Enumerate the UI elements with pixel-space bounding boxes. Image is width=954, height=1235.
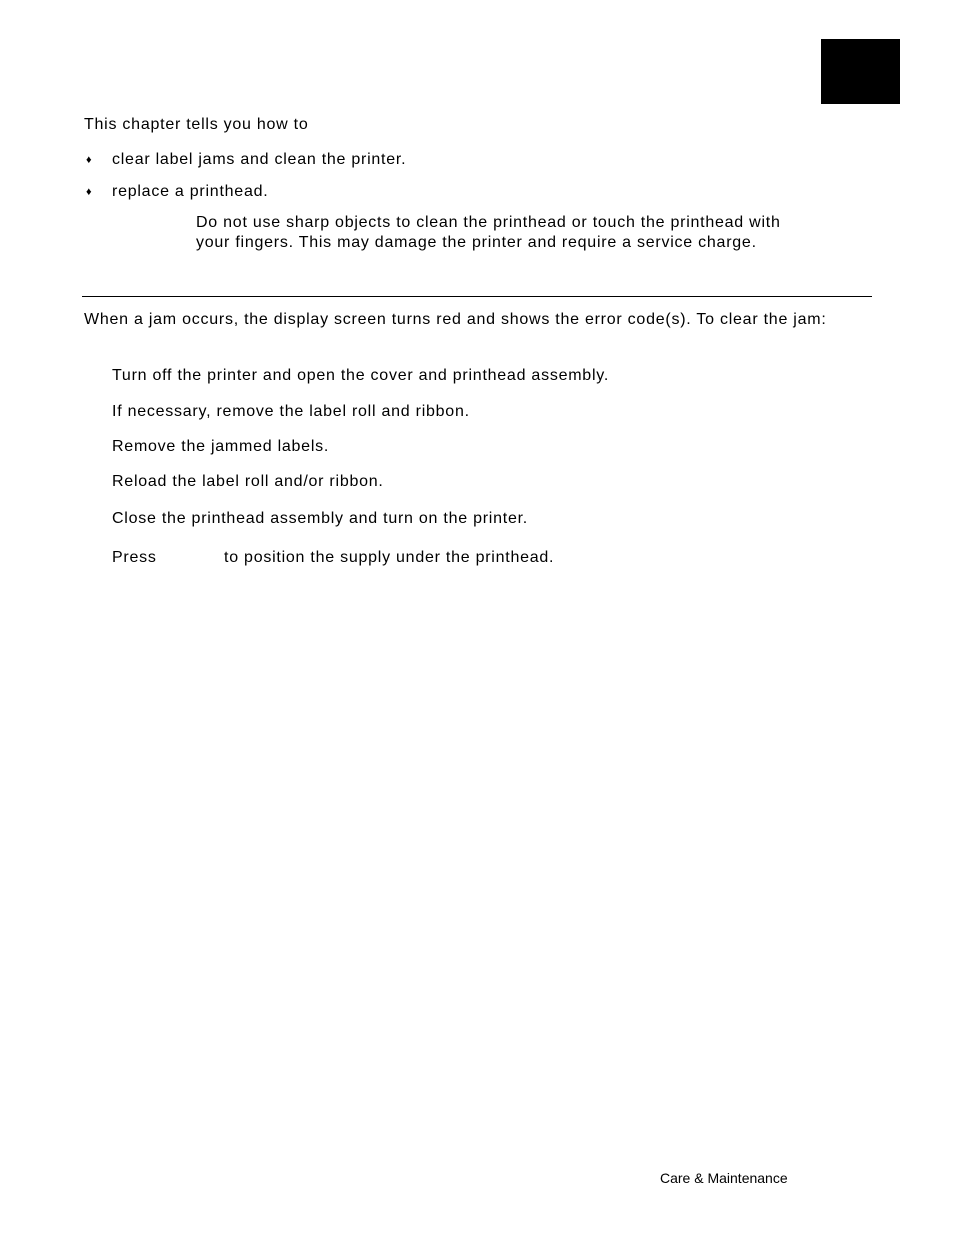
bullet-diamond-icon: ♦	[86, 154, 92, 166]
bullet-item-clear-jams: clear label jams and clean the printer.	[112, 151, 407, 168]
caution-text-line-1: Do not use sharp objects to clean the printhead or touch the printhead with	[196, 214, 781, 231]
bullet-diamond-icon: ♦	[86, 186, 92, 198]
jam-step-4: Reload the label roll and/or ribbon.	[112, 473, 384, 490]
jam-step-2: If necessary, remove the label roll and ribbon.	[112, 403, 470, 420]
jam-section-intro: When a jam occurs, the display screen turns red and shows the error code(s). To clear the jam:	[84, 311, 827, 328]
jam-step-5: Close the printhead assembly and turn on the printer.	[112, 510, 528, 527]
jam-step-3: Remove the jammed labels.	[112, 438, 330, 455]
jam-step-6-suffix: to position the supply under the printhead.	[224, 549, 555, 566]
intro-lead: This chapter tells you how to	[84, 116, 309, 133]
section-divider	[82, 296, 872, 297]
caution-text-line-2: your fingers. This may damage the printer and require a service charge.	[196, 234, 757, 251]
bullet-item-replace-printhead: replace a printhead.	[112, 183, 269, 200]
footer-chapter-title: Care & Maintenance	[660, 1170, 788, 1186]
chapter-tab	[821, 39, 900, 104]
jam-step-1: Turn off the printer and open the cover and printhead assembly.	[112, 367, 610, 384]
jam-step-6-prefix: Press	[112, 549, 157, 566]
